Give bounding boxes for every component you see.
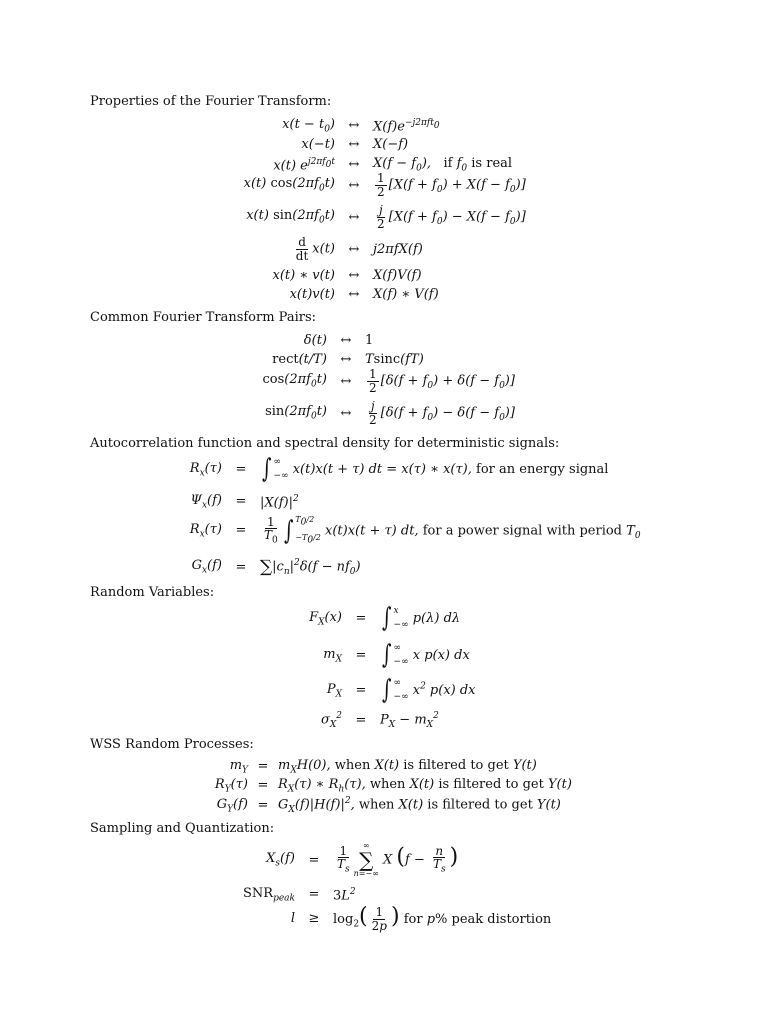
equation-row: $F_X(x)$ = ∫ x −∞ p(λ) dλ [309, 603, 461, 634]
equation-row: $G_Y(f)$ = $G_X(f)|H(f)|^2$, when X(t) is filtered to get Y(t) [216, 796, 561, 815]
equation-row: $X_s(f)$ = $\frac{1}{T_s}$ ∞ ∑ n=−∞ X (f − $\frac{n}{T_s}$ ) [266, 841, 459, 878]
section-heading-fourier-properties: Properties of the Fourier Transform: [90, 94, 332, 109]
section-heading-autocorrelation: Autocorrelation function and spectral density for deterministic signals: [90, 436, 560, 451]
equation-row: l ≥ $\log_2$( $\frac{1}{2p}$ ) for p% peak distortion [290, 904, 552, 933]
equation-row: $\sigma_X^2$ = $P_X - m_X^2$ [320, 711, 439, 730]
equation-row: $P_X$ = ∫ ∞ −∞ $x^2$ p(x) dx [326, 675, 476, 706]
equation-row: $\sin(2\pi f_0t)$ ↔ $\frac{j}{2}$ $[\delta(f + f_0) - \delta(f - f_0)]$ [265, 399, 515, 427]
equation-row: rect(t/T) ↔ Tsinc(fT) [272, 352, 424, 367]
equation-row: x(t) $\sin(2\pi f_0t)$ ↔ $\frac{j}{2}$ $[X(f + f_0) - X(f - f_0)]$ [246, 203, 526, 231]
equation-row: $\Psi_x(f)$ = $|X(f)|^2$ [190, 493, 299, 511]
equation-row: $R_x(\tau)$ = ∫ ∞ −∞ x(t)x(t + τ) dt = x(τ) ∗ x(τ), for an energy signal [189, 454, 609, 485]
equation-row: x(−t) ↔ X(−f) [301, 137, 409, 152]
equation-row: $x(t - t_0)$ ↔ $X(f)e^{-j2\pi ft_0}$ [282, 117, 440, 135]
section-heading-sampling: Sampling and Quantization: [90, 821, 275, 836]
equation-row: $\cos(2\pi f_0t)$ ↔ $\frac{1}{2}$ $[\delta(f + f_0) + \delta(f - f_0)]$ [262, 367, 515, 395]
equation-row: $m_X$ = ∫ ∞ −∞ x p(x) dx [323, 640, 470, 671]
equation-row: $G_x(f)$ = $\sum|c_n|^2\delta(f - nf_0)$ [191, 557, 361, 578]
equation-row: x(t) $\cos(2\pi f_0t)$ ↔ $\frac{1}{2}$ $[X(f + f_0) + X(f - f_0)]$ [243, 171, 526, 199]
equation-row: x(t)v(t) ↔ X(f) ∗ V(f) [289, 287, 439, 302]
equation-row: $m_Y$ = $m_XH(0)$, when X(t) is filtered to get Y(t) [229, 758, 537, 776]
equation-row: $R_x(\tau)$ = $\frac{1}{T_0}$ ∫ $T_0/2$ $-T_0/2$ x(t)x(t + τ) dt, for a power signal with period $T_0$ [189, 514, 641, 546]
equation-row: $SNR_{peak}$ = $3L^2$ [243, 886, 356, 904]
equation-row: $R_Y(\tau)$ = $R_X(\tau)$ ∗ $R_h(\tau)$, when X(t) is filtered to get Y(t) [214, 777, 572, 795]
section-heading-fourier-pairs: Common Fourier Transform Pairs: [90, 310, 317, 325]
equation-row: x(t) ∗ v(t) ↔ X(f)V(f) [272, 268, 422, 283]
equation-row: x(t) $e^{j2\pi f_0t}$ ↔ $X(f - f_0)$, if $f_0$ is real [273, 156, 513, 174]
equation-row: δ(t) ↔ 1 [303, 333, 374, 348]
section-heading-wss: WSS Random Processes: [90, 737, 254, 752]
section-heading-random-variables: Random Variables: [90, 585, 215, 600]
equation-row: $\frac{d}{dt}$ x(t) ↔ j2πfX(f) [295, 235, 423, 263]
